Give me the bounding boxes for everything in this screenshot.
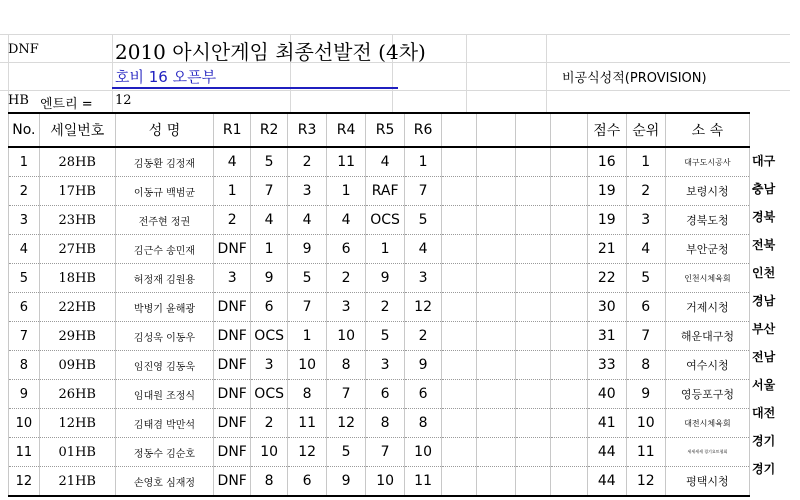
race-result: 10: [288, 351, 327, 380]
race-result: 5: [327, 438, 366, 467]
row-number: 2: [9, 177, 40, 206]
club-affiliation: 평택시청: [665, 467, 749, 497]
total-score: 19: [587, 206, 626, 235]
race-result: 6: [405, 380, 442, 409]
race-result: 4: [327, 206, 366, 235]
crew-names: 박병기 윤해광: [115, 293, 214, 322]
class-subtitle: 호비 16 오픈부: [115, 68, 217, 86]
empty-cell: [442, 351, 477, 380]
race-result: 1: [405, 147, 442, 177]
race-result: 7: [327, 380, 366, 409]
crew-names: 김성욱 이동우: [115, 322, 214, 351]
total-score: 44: [587, 438, 626, 467]
race-result: 10: [366, 467, 405, 497]
empty-cell: [476, 177, 515, 206]
crew-names: 임진영 김동욱: [115, 351, 214, 380]
total-score: 41: [587, 409, 626, 438]
empty-cell: [476, 438, 515, 467]
crew-names: 전주현 정권: [115, 206, 214, 235]
race-result: DNF: [214, 409, 251, 438]
rank: 5: [626, 264, 665, 293]
club-affiliation: 해운대구청: [665, 322, 749, 351]
empty-cell: [515, 467, 550, 497]
race-result: 7: [405, 177, 442, 206]
column-header: 세일번호: [39, 113, 115, 147]
column-header: [550, 113, 587, 147]
club-affiliation: 영등포구청: [665, 380, 749, 409]
empty-cell: [476, 380, 515, 409]
empty-cell: [476, 147, 515, 177]
region-label: 대구: [752, 154, 776, 168]
race-result: DNF: [214, 322, 251, 351]
club-affiliation: 경북도청: [665, 206, 749, 235]
rank: 9: [626, 380, 665, 409]
table-row: [9, 409, 750, 438]
total-score: 40: [587, 380, 626, 409]
region-label: 경북: [752, 210, 776, 224]
sail-number: 28HB: [39, 147, 115, 177]
region-label: 대전: [752, 406, 776, 420]
region-label: 부산: [752, 322, 776, 336]
empty-cell: [476, 293, 515, 322]
race-result: DNF: [214, 293, 251, 322]
sail-number: 21HB: [39, 467, 115, 497]
empty-cell: [550, 235, 587, 264]
entry-class-code: HB: [8, 93, 29, 108]
empty-cell: [442, 409, 477, 438]
rank: 8: [626, 351, 665, 380]
club-affiliation: 보령시청: [665, 177, 749, 206]
race-result: 2: [327, 264, 366, 293]
total-score: 16: [587, 147, 626, 177]
sail-number: 29HB: [39, 322, 115, 351]
empty-cell: [550, 380, 587, 409]
empty-cell: [476, 467, 515, 497]
table-header-row: [9, 113, 750, 147]
race-result: 2: [366, 293, 405, 322]
row-number: 11: [9, 438, 40, 467]
rank: 11: [626, 438, 665, 467]
empty-cell: [550, 147, 587, 177]
table-row: [9, 467, 750, 497]
race-result: RAF: [366, 177, 405, 206]
column-header: 성 명: [115, 113, 214, 147]
total-score: 19: [587, 177, 626, 206]
club-affiliation: 대전시체육회: [665, 409, 749, 438]
empty-cell: [550, 206, 587, 235]
race-result: 8: [288, 380, 327, 409]
empty-cell: [442, 438, 477, 467]
race-result: 7: [366, 438, 405, 467]
race-result: 8: [327, 351, 366, 380]
race-result: 9: [327, 467, 366, 497]
race-result: 2: [405, 322, 442, 351]
empty-cell: [515, 380, 550, 409]
row-number: 3: [9, 206, 40, 235]
provision-label: 비공식성적(PROVISION): [562, 71, 707, 86]
empty-cell: [550, 409, 587, 438]
column-header: [476, 113, 515, 147]
rank: 4: [626, 235, 665, 264]
club-affiliation: 인천시체육회: [665, 264, 749, 293]
empty-cell: [442, 467, 477, 497]
club-affiliation: 여수시청: [665, 351, 749, 380]
column-header: 순위: [626, 113, 665, 147]
rank: 3: [626, 206, 665, 235]
race-result: 6: [327, 235, 366, 264]
sail-number: 23HB: [39, 206, 115, 235]
race-result: 5: [251, 147, 288, 177]
table-row: [9, 293, 750, 322]
race-result: 11: [405, 467, 442, 497]
race-result: 12: [288, 438, 327, 467]
crew-names: 김근수 송민재: [115, 235, 214, 264]
sail-number: 18HB: [39, 264, 115, 293]
region-label: 경기: [752, 462, 776, 476]
row-number: 7: [9, 322, 40, 351]
race-result: 1: [366, 235, 405, 264]
table-body: [9, 147, 750, 496]
table-row: [9, 351, 750, 380]
sail-number: 09HB: [39, 351, 115, 380]
page-title: 2010 아시안게임 최종선발전 (4차): [115, 40, 426, 64]
race-result: 1: [214, 177, 251, 206]
sail-number: 26HB: [39, 380, 115, 409]
race-result: 2: [288, 147, 327, 177]
results-table: [8, 112, 750, 497]
race-result: 4: [366, 147, 405, 177]
rank: 6: [626, 293, 665, 322]
empty-cell: [550, 351, 587, 380]
region-label: 인천: [752, 266, 776, 280]
empty-cell: [515, 264, 550, 293]
column-header: R4: [327, 113, 366, 147]
race-result: 5: [366, 322, 405, 351]
row-number: 10: [9, 409, 40, 438]
empty-cell: [442, 147, 477, 177]
empty-cell: [476, 264, 515, 293]
empty-cell: [550, 293, 587, 322]
empty-cell: [515, 177, 550, 206]
club-affiliation: 거제시청: [665, 293, 749, 322]
race-result: OCS: [251, 380, 288, 409]
row-number: 6: [9, 293, 40, 322]
total-score: 21: [587, 235, 626, 264]
race-result: DNF: [214, 235, 251, 264]
region-label: 경남: [752, 294, 776, 308]
race-result: 4: [251, 206, 288, 235]
total-score: 44: [587, 467, 626, 497]
table-row: [9, 438, 750, 467]
race-result: 9: [288, 235, 327, 264]
race-result: OCS: [366, 206, 405, 235]
rank: 10: [626, 409, 665, 438]
empty-cell: [476, 206, 515, 235]
empty-cell: [550, 264, 587, 293]
club-affiliation: 세세세세 경기요트협회: [665, 438, 749, 467]
race-result: 10: [327, 322, 366, 351]
race-result: 3: [214, 264, 251, 293]
entry-count: 12: [115, 93, 132, 108]
race-result: OCS: [251, 322, 288, 351]
race-result: 3: [366, 351, 405, 380]
empty-cell: [550, 322, 587, 351]
empty-cell: [515, 409, 550, 438]
race-result: 4: [214, 147, 251, 177]
race-result: 4: [288, 206, 327, 235]
crew-names: 정동수 김순호: [115, 438, 214, 467]
empty-cell: [442, 177, 477, 206]
empty-cell: [442, 293, 477, 322]
race-result: 3: [288, 177, 327, 206]
race-result: 8: [405, 409, 442, 438]
crew-names: 손영호 심재정: [115, 467, 214, 497]
empty-cell: [515, 206, 550, 235]
race-result: 10: [405, 438, 442, 467]
total-score: 31: [587, 322, 626, 351]
race-result: 6: [251, 293, 288, 322]
column-header: [442, 113, 477, 147]
row-number: 5: [9, 264, 40, 293]
column-header: 점수: [587, 113, 626, 147]
empty-cell: [442, 206, 477, 235]
total-score: 30: [587, 293, 626, 322]
crew-names: 김동환 김정재: [115, 147, 214, 177]
row-number: 9: [9, 380, 40, 409]
total-score: 33: [587, 351, 626, 380]
race-result: 5: [288, 264, 327, 293]
row-number: 8: [9, 351, 40, 380]
club-affiliation: 대구도시공사: [665, 147, 749, 177]
race-result: 3: [327, 293, 366, 322]
region-label: 서울: [752, 378, 776, 392]
sail-number: 17HB: [39, 177, 115, 206]
rank: 1: [626, 147, 665, 177]
race-result: 9: [366, 264, 405, 293]
table-row: [9, 206, 750, 235]
region-label: 전북: [752, 238, 776, 252]
sail-number: 22HB: [39, 293, 115, 322]
table-row: [9, 264, 750, 293]
empty-cell: [442, 264, 477, 293]
race-result: 3: [251, 351, 288, 380]
empty-cell: [476, 235, 515, 264]
race-result: DNF: [214, 351, 251, 380]
race-result: 7: [251, 177, 288, 206]
column-header: R2: [251, 113, 288, 147]
empty-cell: [515, 293, 550, 322]
crew-names: 이동규 백범균: [115, 177, 214, 206]
column-header: R1: [214, 113, 251, 147]
empty-cell: [442, 380, 477, 409]
table-row: [9, 235, 750, 264]
table-row: [9, 147, 750, 177]
race-result: 8: [251, 467, 288, 497]
rank: 12: [626, 467, 665, 497]
empty-cell: [550, 438, 587, 467]
column-header: R5: [366, 113, 405, 147]
region-label: 경기: [752, 434, 776, 448]
race-result: 6: [288, 467, 327, 497]
race-result: 8: [366, 409, 405, 438]
club-affiliation: 부안군청: [665, 235, 749, 264]
empty-cell: [476, 322, 515, 351]
race-result: 1: [288, 322, 327, 351]
row-number: 1: [9, 147, 40, 177]
entry-label: 엔트리 =: [40, 97, 93, 112]
empty-cell: [515, 351, 550, 380]
empty-cell: [515, 235, 550, 264]
race-result: DNF: [214, 467, 251, 497]
race-result: 9: [251, 264, 288, 293]
column-header: R6: [405, 113, 442, 147]
table-row: [9, 322, 750, 351]
empty-cell: [476, 409, 515, 438]
empty-cell: [476, 351, 515, 380]
column-header: R3: [288, 113, 327, 147]
sail-number: 27HB: [39, 235, 115, 264]
race-result: 11: [288, 409, 327, 438]
table-row: [9, 177, 750, 206]
total-score: 22: [587, 264, 626, 293]
race-result: 1: [251, 235, 288, 264]
race-result: 4: [405, 235, 442, 264]
crew-names: 허정재 김원용: [115, 264, 214, 293]
empty-cell: [550, 177, 587, 206]
empty-cell: [515, 147, 550, 177]
empty-cell: [442, 235, 477, 264]
row-number: 4: [9, 235, 40, 264]
race-result: 10: [251, 438, 288, 467]
crew-names: 김태겸 박만석: [115, 409, 214, 438]
column-header: No.: [9, 113, 40, 147]
column-header: 소 속: [665, 113, 749, 147]
empty-cell: [515, 322, 550, 351]
crew-names: 임대원 조정식: [115, 380, 214, 409]
rank: 2: [626, 177, 665, 206]
race-result: 3: [405, 264, 442, 293]
race-result: 2: [251, 409, 288, 438]
region-label: 전남: [752, 350, 776, 364]
race-result: 1: [327, 177, 366, 206]
race-result: DNF: [214, 438, 251, 467]
race-result: 6: [366, 380, 405, 409]
empty-cell: [550, 467, 587, 497]
race-result: 12: [327, 409, 366, 438]
empty-cell: [442, 322, 477, 351]
race-result: 7: [288, 293, 327, 322]
subtitle-underline: [112, 87, 398, 89]
empty-cell: [515, 438, 550, 467]
race-result: 2: [214, 206, 251, 235]
rank: 7: [626, 322, 665, 351]
sail-number: 01HB: [39, 438, 115, 467]
sail-number: 12HB: [39, 409, 115, 438]
race-result: 9: [405, 351, 442, 380]
region-label: 충남: [752, 182, 776, 196]
race-result: 11: [327, 147, 366, 177]
race-result: 5: [405, 206, 442, 235]
race-result: 12: [405, 293, 442, 322]
dnf-label: DNF: [8, 42, 39, 57]
race-result: DNF: [214, 380, 251, 409]
table-row: [9, 380, 750, 409]
column-header: [515, 113, 550, 147]
row-number: 12: [9, 467, 40, 497]
